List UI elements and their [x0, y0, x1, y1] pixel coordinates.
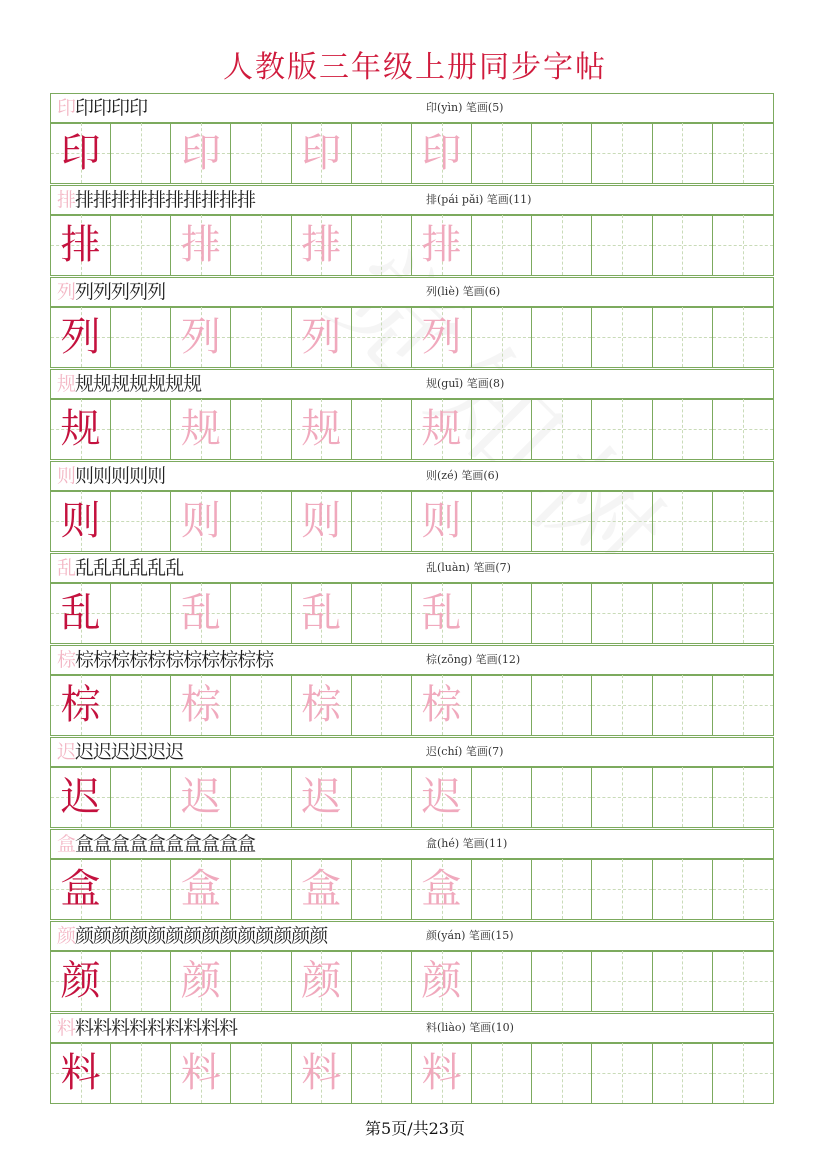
pinyin-stroke-count: 料(liào) 笔画(10) — [426, 1021, 514, 1034]
grid-cell[interactable] — [352, 583, 412, 643]
practice-block — [50, 553, 774, 645]
grid-cell[interactable] — [352, 215, 412, 275]
grid-cell[interactable] — [111, 307, 171, 367]
page-title: 人教版三年级上册同步字帖 — [223, 50, 607, 85]
grid-cell[interactable] — [111, 491, 171, 551]
grid-cell[interactable] — [472, 675, 532, 735]
grid-cell[interactable] — [713, 1043, 773, 1103]
trace-character: 印 — [180, 130, 221, 176]
grid-cell[interactable] — [472, 215, 532, 275]
trace-character: 迟 — [301, 774, 342, 820]
pinyin-stroke-count: 则(zé) 笔画(6) — [426, 469, 499, 482]
grid-cell[interactable] — [171, 1043, 231, 1103]
grid-cell[interactable] — [532, 675, 592, 735]
stroke-sequence: 棕棕棕棕棕棕棕棕棕棕棕棕 — [57, 649, 274, 671]
model-character: 颜 — [60, 958, 101, 1004]
grid-cell[interactable] — [532, 307, 592, 367]
grid-cell[interactable] — [51, 767, 111, 827]
stroke-order-row — [50, 921, 774, 952]
grid-cell[interactable] — [171, 767, 231, 827]
model-character: 规 — [60, 406, 101, 452]
grid-cell[interactable] — [653, 307, 713, 367]
grid-cell[interactable] — [292, 767, 352, 827]
grid-cell[interactable] — [472, 491, 532, 551]
trace-character: 规 — [421, 406, 462, 452]
grid-cell[interactable] — [171, 215, 231, 275]
grid-cell[interactable] — [472, 951, 532, 1011]
practice-block — [50, 369, 774, 461]
model-character: 印 — [60, 130, 101, 176]
pinyin-stroke-count: 排(pái pǎi) 笔画(11) — [426, 193, 532, 206]
grid-cell[interactable] — [231, 675, 291, 735]
grid-cell[interactable] — [592, 767, 652, 827]
practice-block — [50, 737, 774, 829]
grid-cell[interactable] — [231, 215, 291, 275]
grid-cell[interactable] — [352, 1043, 412, 1103]
grid-cell[interactable] — [111, 215, 171, 275]
grid-cell[interactable] — [51, 951, 111, 1011]
grid-cell[interactable] — [472, 1043, 532, 1103]
stroke-sequence: 列列列列列列 — [57, 281, 166, 303]
grid-cell[interactable] — [653, 491, 713, 551]
trace-character: 乱 — [421, 590, 462, 636]
grid-cell[interactable] — [713, 491, 773, 551]
trace-character: 列 — [421, 314, 462, 360]
grid-cell[interactable] — [171, 951, 231, 1011]
grid-cell[interactable] — [231, 583, 291, 643]
grid-cell[interactable] — [231, 307, 291, 367]
trace-character: 印 — [421, 130, 462, 176]
writing-grid — [50, 859, 774, 920]
grid-cell[interactable] — [592, 675, 652, 735]
grid-cell[interactable] — [412, 859, 472, 919]
grid-cell[interactable] — [472, 859, 532, 919]
grid-cell[interactable] — [592, 399, 652, 459]
stroke-order-row — [50, 461, 774, 492]
stroke-order-row — [50, 185, 774, 216]
grid-cell[interactable] — [111, 399, 171, 459]
pinyin-stroke-count: 乱(luàn) 笔画(7) — [426, 561, 511, 574]
model-character: 迟 — [60, 774, 101, 820]
trace-character: 迟 — [421, 774, 462, 820]
writing-grid — [50, 1043, 774, 1104]
model-character: 乱 — [60, 590, 101, 636]
practice-block — [50, 1013, 774, 1105]
grid-cell[interactable] — [111, 1043, 171, 1103]
grid-cell[interactable] — [653, 1043, 713, 1103]
grid-cell[interactable] — [171, 307, 231, 367]
trace-character: 料 — [421, 1050, 462, 1096]
grid-cell[interactable] — [532, 491, 592, 551]
grid-cell[interactable] — [111, 859, 171, 919]
grid-cell[interactable] — [111, 767, 171, 827]
grid-cell[interactable] — [292, 675, 352, 735]
practice-block — [50, 185, 774, 277]
writing-grid — [50, 491, 774, 552]
practice-block — [50, 93, 774, 185]
stroke-order-row — [50, 737, 774, 768]
trace-character: 颜 — [180, 958, 221, 1004]
trace-character: 棕 — [180, 682, 221, 728]
writing-grid — [50, 583, 774, 644]
grid-cell[interactable] — [171, 859, 231, 919]
grid-cell[interactable] — [292, 399, 352, 459]
grid-cell[interactable] — [412, 307, 472, 367]
grid-cell[interactable] — [592, 307, 652, 367]
grid-cell[interactable] — [352, 675, 412, 735]
trace-character: 规 — [301, 406, 342, 452]
grid-cell[interactable] — [713, 767, 773, 827]
grid-cell[interactable] — [51, 859, 111, 919]
trace-character: 颜 — [301, 958, 342, 1004]
grid-cell[interactable] — [292, 951, 352, 1011]
grid-cell[interactable] — [51, 1043, 111, 1103]
page-footer: 第5页/共23页 — [365, 1119, 465, 1138]
grid-cell[interactable] — [713, 859, 773, 919]
grid-cell[interactable] — [292, 491, 352, 551]
grid-cell[interactable] — [532, 215, 592, 275]
grid-cell[interactable] — [532, 583, 592, 643]
stroke-sequence: 料料料料料料料料料料 — [57, 1017, 238, 1039]
stroke-sequence: 则则则则则则 — [57, 465, 166, 487]
grid-cell[interactable] — [231, 1043, 291, 1103]
grid-cell[interactable] — [412, 767, 472, 827]
grid-cell[interactable] — [292, 123, 352, 183]
grid-cell[interactable] — [51, 215, 111, 275]
grid-cell[interactable] — [352, 123, 412, 183]
grid-cell[interactable] — [532, 859, 592, 919]
writing-grid — [50, 307, 774, 368]
stroke-order-row — [50, 369, 774, 400]
pinyin-stroke-count: 规(guī) 笔画(8) — [426, 377, 505, 390]
stroke-sequence: 乱乱乱乱乱乱乱 — [57, 557, 184, 579]
grid-cell[interactable] — [111, 951, 171, 1011]
trace-character: 则 — [180, 498, 221, 544]
grid-cell[interactable] — [111, 583, 171, 643]
grid-cell[interactable] — [592, 1043, 652, 1103]
trace-character: 列 — [301, 314, 342, 360]
grid-cell[interactable] — [171, 675, 231, 735]
stroke-order-row — [50, 553, 774, 584]
stroke-order-row — [50, 93, 774, 124]
trace-character: 则 — [421, 498, 462, 544]
grid-cell[interactable] — [292, 215, 352, 275]
trace-character: 盒 — [421, 866, 462, 912]
grid-cell[interactable] — [713, 399, 773, 459]
grid-cell[interactable] — [653, 399, 713, 459]
trace-character: 迟 — [180, 774, 221, 820]
grid-cell[interactable] — [713, 123, 773, 183]
writing-grid — [50, 123, 774, 184]
model-character: 排 — [60, 222, 101, 268]
grid-cell[interactable] — [592, 951, 652, 1011]
pinyin-stroke-count: 迟(chí) 笔画(7) — [426, 745, 504, 758]
grid-cell[interactable] — [412, 951, 472, 1011]
grid-cell[interactable] — [352, 399, 412, 459]
grid-cell[interactable] — [592, 859, 652, 919]
grid-cell[interactable] — [352, 491, 412, 551]
grid-cell[interactable] — [592, 491, 652, 551]
grid-cell[interactable] — [231, 951, 291, 1011]
practice-block — [50, 461, 774, 553]
grid-cell[interactable] — [653, 767, 713, 827]
grid-cell[interactable] — [472, 123, 532, 183]
model-character: 盒 — [60, 866, 101, 912]
grid-cell[interactable] — [653, 859, 713, 919]
model-character: 列 — [60, 314, 101, 360]
trace-character: 盒 — [180, 866, 221, 912]
grid-cell[interactable] — [412, 215, 472, 275]
trace-character: 料 — [180, 1050, 221, 1096]
model-character: 料 — [60, 1050, 101, 1096]
stroke-order-row — [50, 829, 774, 860]
trace-character: 乱 — [180, 590, 221, 636]
grid-cell[interactable] — [231, 491, 291, 551]
grid-cell[interactable] — [292, 859, 352, 919]
grid-cell[interactable] — [352, 859, 412, 919]
stroke-order-row — [50, 1013, 774, 1044]
grid-cell[interactable] — [713, 215, 773, 275]
trace-character: 则 — [301, 498, 342, 544]
trace-character: 料 — [301, 1050, 342, 1096]
grid-cell[interactable] — [231, 399, 291, 459]
trace-character: 列 — [180, 314, 221, 360]
grid-cell[interactable] — [653, 123, 713, 183]
trace-character: 排 — [421, 222, 462, 268]
grid-cell[interactable] — [292, 1043, 352, 1103]
grid-cell[interactable] — [412, 399, 472, 459]
grid-cell[interactable] — [292, 307, 352, 367]
writing-grid — [50, 675, 774, 736]
stroke-sequence: 排排排排排排排排排排排 — [57, 189, 256, 211]
grid-cell[interactable] — [51, 123, 111, 183]
grid-cell[interactable] — [713, 583, 773, 643]
pinyin-stroke-count: 棕(zōng) 笔画(12) — [426, 653, 521, 666]
grid-cell[interactable] — [231, 859, 291, 919]
stroke-order-row — [50, 277, 774, 308]
stroke-sequence: 印印印印印 — [57, 97, 148, 119]
trace-character: 盒 — [301, 866, 342, 912]
grid-cell[interactable] — [111, 123, 171, 183]
trace-character: 排 — [180, 222, 221, 268]
grid-cell[interactable] — [352, 767, 412, 827]
grid-cell[interactable] — [231, 767, 291, 827]
practice-block — [50, 277, 774, 369]
grid-cell[interactable] — [472, 767, 532, 827]
writing-grid — [50, 399, 774, 460]
grid-cell[interactable] — [532, 951, 592, 1011]
pinyin-stroke-count: 列(liè) 笔画(6) — [426, 285, 501, 298]
trace-character: 规 — [180, 406, 221, 452]
grid-cell[interactable] — [51, 491, 111, 551]
grid-cell[interactable] — [592, 215, 652, 275]
trace-character: 棕 — [301, 682, 342, 728]
model-character: 棕 — [60, 682, 101, 728]
pinyin-stroke-count: 盒(hé) 笔画(11) — [426, 837, 508, 850]
writing-grid — [50, 215, 774, 276]
grid-cell[interactable] — [352, 951, 412, 1011]
practice-block — [50, 645, 774, 737]
grid-cell[interactable] — [532, 123, 592, 183]
trace-character: 印 — [301, 130, 342, 176]
grid-cell[interactable] — [412, 583, 472, 643]
grid-cell[interactable] — [412, 675, 472, 735]
writing-grid — [50, 767, 774, 828]
grid-cell[interactable] — [713, 675, 773, 735]
grid-cell[interactable] — [653, 675, 713, 735]
grid-cell[interactable] — [51, 307, 111, 367]
grid-cell[interactable] — [171, 399, 231, 459]
grid-cell[interactable] — [653, 215, 713, 275]
grid-cell[interactable] — [352, 307, 412, 367]
grid-cell[interactable] — [653, 583, 713, 643]
grid-cell[interactable] — [171, 491, 231, 551]
grid-cell[interactable] — [412, 123, 472, 183]
grid-cell[interactable] — [51, 583, 111, 643]
trace-character: 棕 — [421, 682, 462, 728]
grid-cell[interactable] — [51, 675, 111, 735]
grid-cell[interactable] — [111, 675, 171, 735]
grid-cell[interactable] — [592, 583, 652, 643]
grid-cell[interactable] — [412, 491, 472, 551]
grid-cell[interactable] — [532, 767, 592, 827]
trace-character: 排 — [301, 222, 342, 268]
grid-cell[interactable] — [472, 399, 532, 459]
grid-cell[interactable] — [713, 307, 773, 367]
practice-block — [50, 921, 774, 1013]
stroke-sequence: 迟迟迟迟迟迟迟 — [57, 741, 184, 763]
grid-cell[interactable] — [532, 399, 592, 459]
stroke-order-row — [50, 645, 774, 676]
trace-character: 颜 — [421, 958, 462, 1004]
grid-cell[interactable] — [171, 123, 231, 183]
grid-cell[interactable] — [592, 123, 652, 183]
grid-cell[interactable] — [532, 1043, 592, 1103]
pinyin-stroke-count: 颜(yán) 笔画(15) — [426, 929, 514, 942]
practice-block — [50, 829, 774, 921]
stroke-sequence: 颜颜颜颜颜颜颜颜颜颜颜颜颜颜颜 — [57, 925, 328, 947]
writing-grid — [50, 951, 774, 1012]
grid-cell[interactable] — [472, 307, 532, 367]
grid-cell[interactable] — [51, 399, 111, 459]
grid-cell[interactable] — [231, 123, 291, 183]
trace-character: 乱 — [301, 590, 342, 636]
grid-cell[interactable] — [292, 583, 352, 643]
grid-cell[interactable] — [653, 951, 713, 1011]
grid-cell[interactable] — [171, 583, 231, 643]
model-character: 则 — [60, 498, 101, 544]
grid-cell[interactable] — [713, 951, 773, 1011]
practice-sheet — [50, 93, 774, 1105]
stroke-sequence: 规规规规规规规规 — [57, 373, 202, 395]
stroke-sequence: 盒盒盒盒盒盒盒盒盒盒盒 — [57, 833, 256, 855]
grid-cell[interactable] — [412, 1043, 472, 1103]
grid-cell[interactable] — [472, 583, 532, 643]
pinyin-stroke-count: 印(yìn) 笔画(5) — [426, 101, 504, 114]
